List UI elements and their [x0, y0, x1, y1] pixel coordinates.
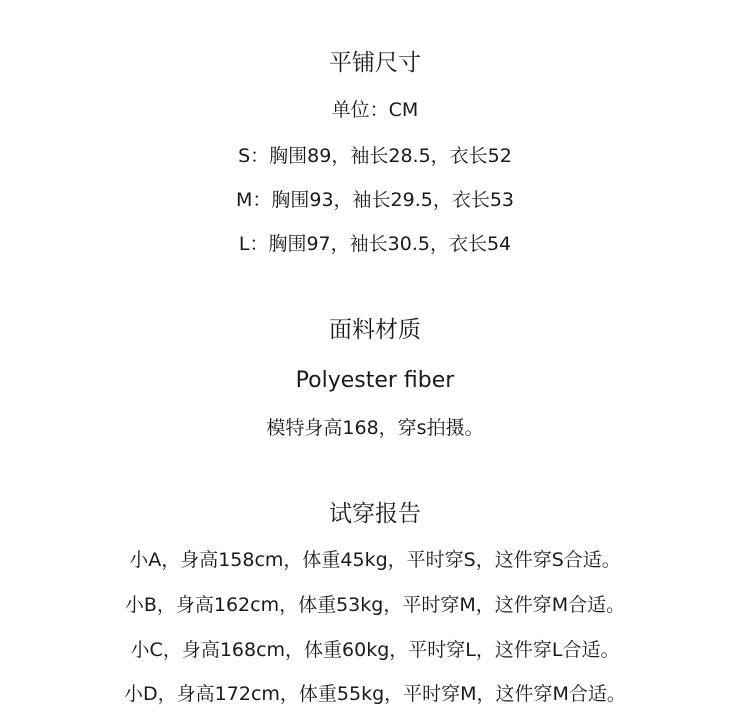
- fabric-material: Polyester fiber: [295, 368, 455, 393]
- model-note: 模特身高168，穿s拍摄。: [266, 417, 484, 439]
- fitting-report-c: 小C，身高168cm，体重60kg，平时穿L，这件穿L合适。: [130, 639, 620, 661]
- fitting-report-a: 小A，身高158cm，体重45kg，平时穿S，这件穿S合适。: [129, 549, 621, 571]
- fitting-section-title: 试穿报告: [329, 501, 421, 527]
- size-unit: 单位：CM: [331, 99, 419, 121]
- size-section-title: 平铺尺寸: [329, 50, 421, 76]
- size-row-s: S：胸围89，袖长28.5，衣长52: [238, 145, 512, 167]
- fabric-section-title: 面料材质: [329, 317, 421, 343]
- size-row-m: M：胸围93，袖长29.5，衣长53: [235, 189, 515, 211]
- fitting-report-d: 小D，身高172cm，体重55kg，平时穿M，这件穿M合适。: [124, 683, 626, 705]
- size-row-l: L：胸围97，袖长30.5，衣长54: [238, 233, 512, 255]
- fitting-report-b: 小B，身高162cm，体重53kg，平时穿M，这件穿M合适。: [124, 594, 626, 616]
